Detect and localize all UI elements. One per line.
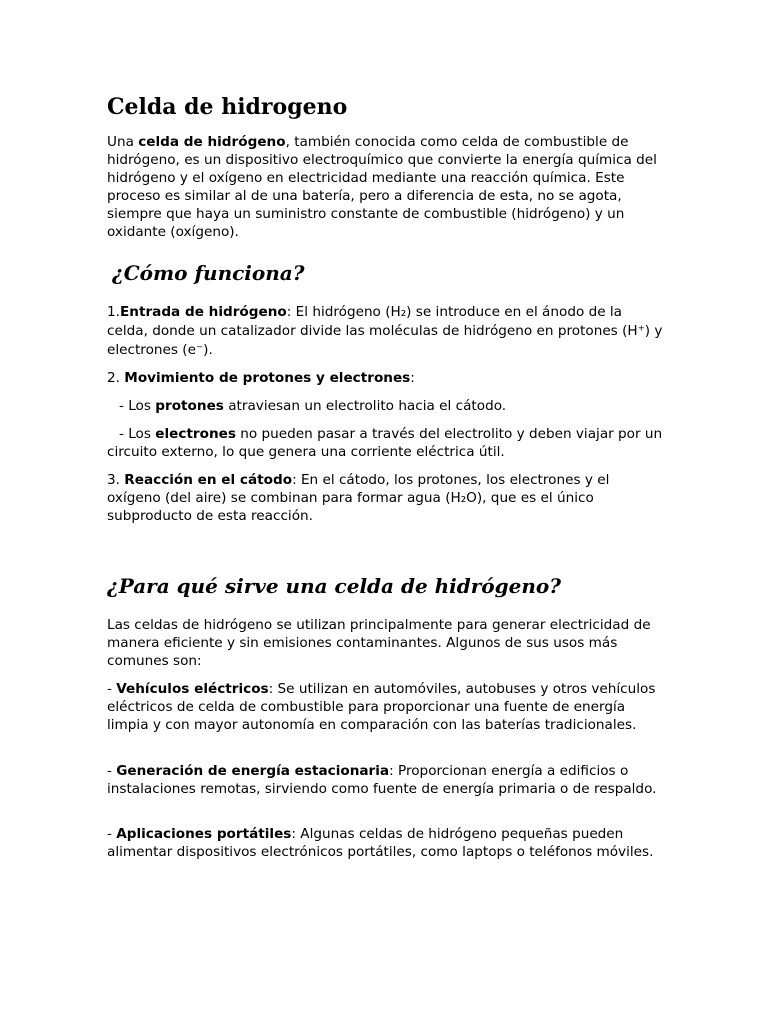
use-portatiles-paragraph: - Aplicaciones portátiles: Algunas celdas de hidrógeno pequeñas pueden alimentar dispositivos electrónicos portátiles, como laptops o teléfonos móviles.: [107, 826, 654, 860]
step-2b-paragraph: - Los electrones no pueden pasar a través del electrolito y deben viajar por un circuito externo, lo que genera una corriente eléctrica útil.: [107, 426, 663, 460]
section-heading-como-funciona: ¿Cómo funciona?: [112, 261, 305, 285]
uses-intro-paragraph: Las celdas de hidrógeno se utilizan principalmente para generar electricidad de manera eficiente y sin emisiones contaminantes. Algunos de sus usos más comunes son:: [107, 617, 651, 669]
use-vehiculos-paragraph: - Vehículos eléctricos: Se utilizan en automóviles, autobuses y otros vehículos eléctricos de celda de combustible para proporcionar una fuente de energía limpia y con mayor autonomía en comparación con las baterías tradicionales.: [107, 681, 656, 733]
use-estacionaria-paragraph: - Generación de energía estacionaria: Proporcionan energía a edificios o instalaciones remotas, sirviendo como fuente de energía primaria o de respaldo.: [107, 763, 657, 797]
intro-paragraph: Una celda de hidrógeno, también conocida como celda de combustible de hidrógeno, es un dispositivo electroquímico que convierte la energía química del hidrógeno y el oxígeno en electricidad mediante una reacción química. Este proceso es similar al de una batería, pero a diferencia de esta, no se agota, siempre que haya un suministro constante de combustible (hidrógeno) y un oxidante (oxígeno).: [107, 134, 657, 240]
section-heading-para-que-sirve: ¿Para qué sirve una celda de hidrógeno?: [107, 574, 561, 598]
intro-bold-term: celda de hidrógeno: [138, 134, 286, 150]
step-2-paragraph: 2. Movimiento de protones y electrones:: [107, 370, 415, 386]
step-2a-paragraph: - Los protones atraviesan un electrolito hacia el cátodo.: [119, 398, 507, 414]
document-title: Celda de hidrogeno: [107, 94, 348, 120]
step-1-paragraph: 1.Entrada de hidrógeno: El hidrógeno (H₂) se introduce en el ánodo de la celda, donde un catalizador divide las moléculas de hidrógeno en protones (H⁺) y electrones (e⁻).: [107, 304, 663, 358]
step-3-paragraph: 3. Reacción en el cátodo: En el cátodo, los protones, los electrones y el oxígeno (del aire) se combinan para formar agua (H₂O), que es el único subproducto de esta reacción.: [107, 472, 610, 524]
